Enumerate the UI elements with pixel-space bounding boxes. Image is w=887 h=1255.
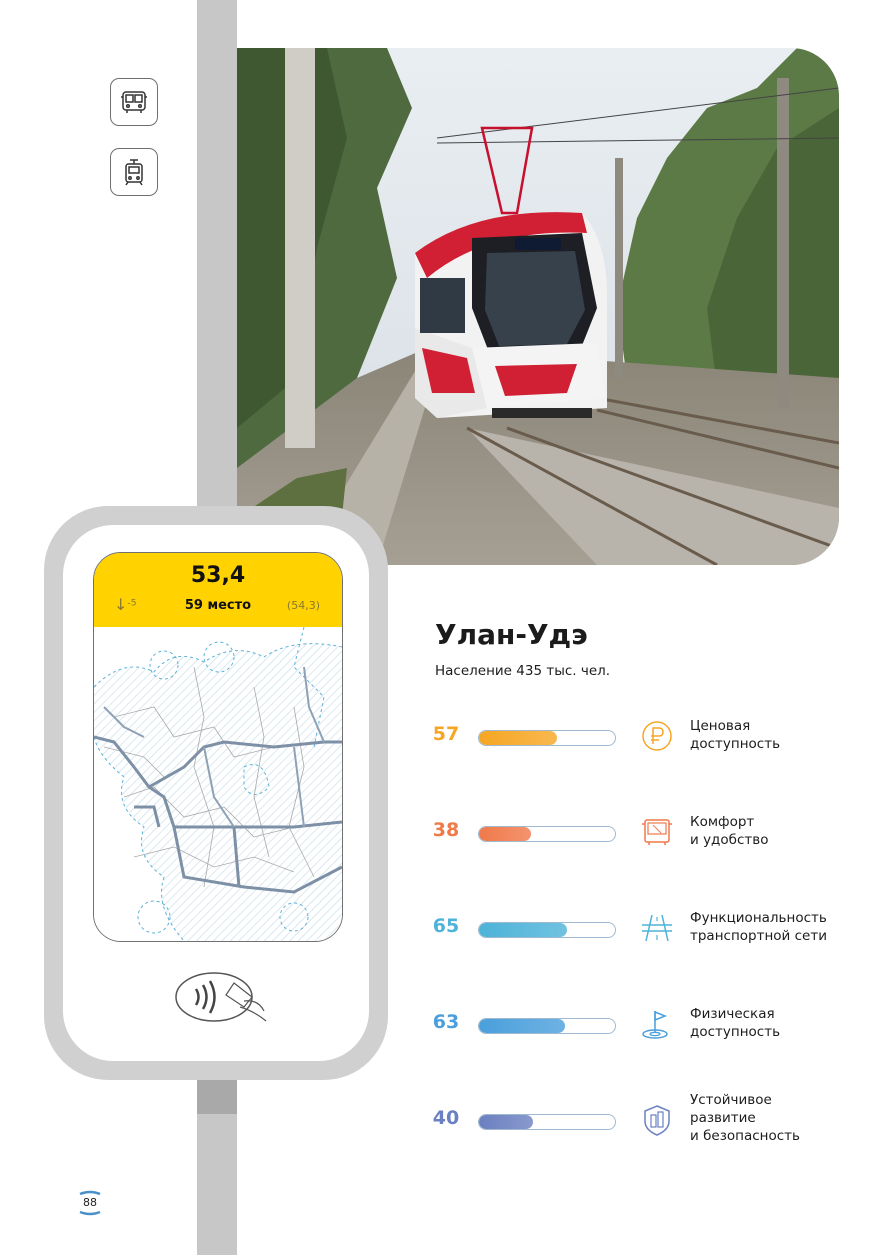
metric-accessibility <box>428 1001 848 1049</box>
previous-score: (54,3) <box>286 599 320 612</box>
contactless-payment-icon <box>174 971 270 1031</box>
metric-sustainability <box>428 1092 848 1145</box>
metric-network <box>428 905 848 953</box>
metric-bar <box>478 730 616 746</box>
metric-price <box>428 713 848 761</box>
rank-change-value: -5 <box>127 597 137 609</box>
rank-place: 59 место <box>184 598 252 613</box>
metric-bar-fill <box>479 1115 533 1129</box>
metric-bar-fill <box>479 827 531 841</box>
rating-screen <box>93 552 343 942</box>
metric-label: Ценовая доступность <box>690 718 781 752</box>
metric-value: 38 <box>432 819 460 841</box>
bus-front-icon <box>640 815 674 849</box>
metric-bar <box>478 922 616 938</box>
metric-bar-fill <box>479 1019 565 1033</box>
metric-label: Комфорт и удобство <box>690 814 769 848</box>
highway-icon <box>640 911 674 945</box>
bus-icon <box>110 78 158 126</box>
metric-bar <box>478 826 616 842</box>
tram-icon <box>110 148 158 196</box>
metric-bar-fill <box>479 923 567 937</box>
ruble-icon <box>640 719 674 753</box>
arrow-down-icon: ↓ <box>114 595 128 614</box>
metric-value: 40 <box>432 1107 460 1129</box>
flag-pin-icon <box>640 1007 674 1041</box>
metric-value: 63 <box>432 1011 460 1033</box>
shield-building-icon <box>640 1103 674 1137</box>
city-population: Население 435 тыс. чел. <box>435 663 611 679</box>
metric-value: 57 <box>432 723 460 745</box>
page-number: 88 <box>83 1196 97 1209</box>
metric-bar <box>478 1018 616 1034</box>
metric-bar-fill <box>479 731 557 745</box>
metric-label: Физическая доступность <box>690 1006 781 1040</box>
rating-header <box>94 553 342 627</box>
total-score: 53,4 <box>190 563 246 588</box>
metric-value: 65 <box>432 915 460 937</box>
tram-photo <box>237 48 839 565</box>
metric-comfort <box>428 809 848 857</box>
sign-pole-band <box>197 1078 237 1114</box>
rating-terminal <box>44 506 388 1080</box>
metric-label: Функциональность транспортной сети <box>690 910 827 944</box>
metric-label: Устойчивое развитие и безопасность <box>690 1092 800 1144</box>
metric-bar <box>478 1114 616 1130</box>
city-map <box>94 627 342 941</box>
city-name: Улан-Удэ <box>435 618 588 651</box>
